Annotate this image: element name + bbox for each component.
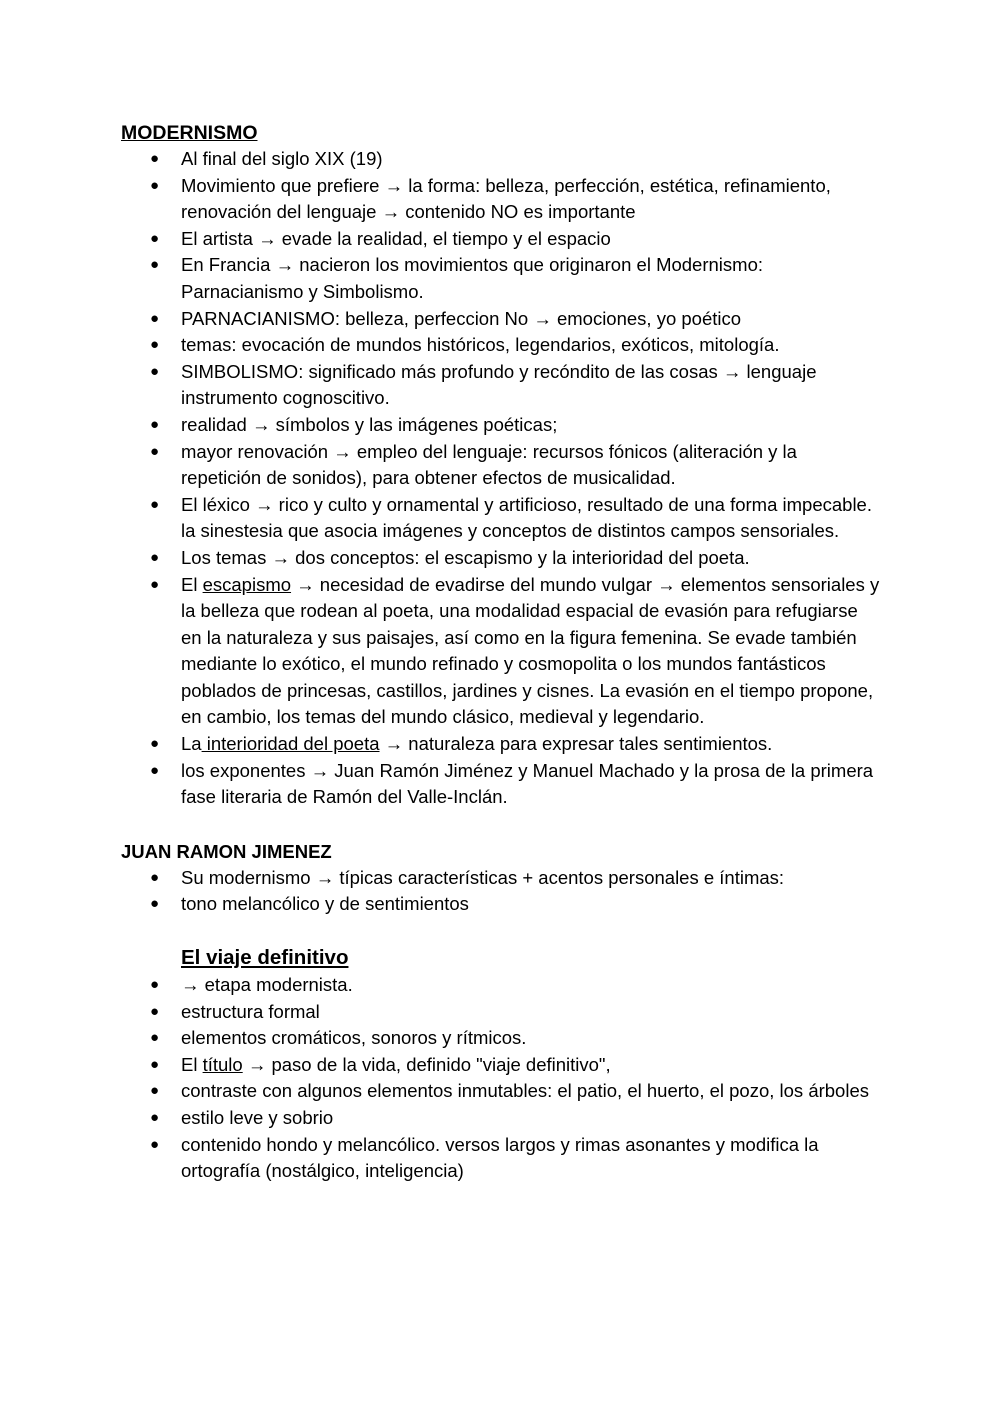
list-item: ● estructura formal bbox=[121, 999, 881, 1026]
bullet-icon: ● bbox=[150, 495, 160, 513]
list-item: ● estilo leve y sobrio bbox=[121, 1105, 881, 1132]
bullet-icon: ● bbox=[150, 575, 160, 593]
bullet-icon: ● bbox=[150, 442, 160, 460]
bullet-icon: ● bbox=[150, 1002, 160, 1020]
list-item: ● → etapa modernista. bbox=[121, 972, 881, 999]
list-item: ● Movimiento que prefiere → la forma: belleza, perfección, estética, refinamiento, renovación del lenguaje → contenido NO es importante bbox=[150, 174, 831, 223]
list-item: ● Los temas → dos conceptos: el escapismo y la interioridad del poeta. bbox=[121, 545, 881, 572]
list-item: ● tono melancólico y de sentimientos bbox=[121, 891, 881, 918]
bullet-icon: ● bbox=[150, 1082, 160, 1100]
list-item: ● El artista → evade la realidad, el tiempo y el espacio bbox=[121, 226, 881, 253]
bullet-icon: ● bbox=[150, 309, 160, 327]
bullet-icon: ● bbox=[150, 176, 160, 194]
bullet-icon: ● bbox=[150, 150, 160, 167]
bullet-icon: ● bbox=[150, 256, 160, 274]
list-item: ● temas: evocación de mundos históricos, legendarios, exóticos, mitología. bbox=[121, 332, 881, 359]
list-item: ● contraste con algunos elementos inmutables: el patio, el huerto, el pozo, los árboles bbox=[121, 1078, 881, 1105]
bullet-icon: ● bbox=[150, 1029, 160, 1047]
bullet-icon: ● bbox=[150, 548, 160, 566]
list-item: ● PARNACIANISMO: belleza, perfeccion No → emociones, yo poético bbox=[121, 306, 881, 333]
list-item: ● los exponentes → Juan Ramón Jiménez y Manuel Machado y la prosa de la primera fase literaria de Ramón del Valle-Inclán. bbox=[150, 759, 874, 808]
bullet-icon: ● bbox=[150, 761, 160, 779]
escapismo-link[interactable]: escapismo bbox=[202, 573, 292, 595]
list-item: ● El léxico → rico y culto y ornamental y artificioso, resultado de una forma impecable. la sinestesia que asocia imágenes y conceptos de distintos campos sensoriales. bbox=[150, 493, 872, 542]
bullet-icon: ● bbox=[150, 1109, 160, 1126]
bullet-icon: ● bbox=[150, 735, 160, 753]
interioridad-link[interactable]: interioridad del poeta bbox=[201, 733, 380, 755]
bullet-icon: ● bbox=[150, 895, 160, 913]
list-item: ● mayor renovación → empleo del lenguaje: recursos fónicos (aliteración y la repetición de sonidos), para obtener efectos de musicalidad. bbox=[150, 440, 797, 489]
list-item-interioridad: ● La interioridad del poeta → naturaleza para expresar tales sentimientos. bbox=[121, 731, 881, 758]
viaje-list bbox=[121, 972, 881, 1185]
list-item: ● SIMBOLISMO: significado más profundo y recóndito de las cosas → lenguaje instrumento cognoscitivo. bbox=[150, 360, 817, 409]
list-item: ● Su modernismo → típicas características + acentos personales e íntimas: bbox=[121, 865, 881, 892]
jrj-list bbox=[121, 865, 881, 918]
bullet-icon: ● bbox=[150, 415, 160, 433]
bullet-icon: ● bbox=[150, 976, 160, 994]
list-item-titulo: ● El título → paso de la vida, definido "viaje definitivo", bbox=[121, 1052, 881, 1079]
section-title-viaje: El viaje definitivo bbox=[181, 946, 349, 970]
bullet-icon: ● bbox=[150, 362, 160, 380]
list-item-escapismo: ● El escapismo → necesidad de evadirse del mundo vulgar → elementos sensoriales y la belleza que rodean al poeta, una modalidad espacial de evasión para refugiarse en la naturaleza y sus paisajes, así como en la figura femenina. Se evade también mediante lo exótico, el mundo refinado y cosmopolita o los mundos fantásticos poblados de princesas, castillos, jardines y cisnes. La evasión en el tiempo propone, en cambio, los temas del mundo clásico, medieval y legendario. bbox=[150, 573, 880, 728]
list-item: ● contenido hondo y melancólico. versos largos y rimas asonantes y modifica la ortografía (nostálgico, inteligencia) bbox=[150, 1133, 819, 1182]
bullet-icon: ● bbox=[150, 336, 160, 354]
bullet-icon: ● bbox=[150, 229, 160, 247]
bullet-icon: ● bbox=[150, 868, 160, 886]
bullet-icon: ● bbox=[150, 1055, 160, 1073]
list-item: ● Al final del siglo XIX (19) bbox=[121, 146, 881, 173]
section-title-jrj: JUAN RAMON JIMENEZ bbox=[121, 840, 332, 862]
titulo-link[interactable]: título bbox=[202, 1053, 243, 1075]
list-item: ● elementos cromáticos, sonoros y rítmicos. bbox=[121, 1025, 881, 1052]
modernismo-list bbox=[121, 146, 881, 811]
bullet-icon: ● bbox=[150, 1135, 160, 1153]
list-item: ● En Francia → nacieron los movimientos que originaron el Modernismo: Parnacianismo y Simbolismo. bbox=[150, 254, 763, 302]
section-title-modernismo: MODERNISMO bbox=[121, 122, 258, 144]
document-content bbox=[121, 120, 881, 1185]
list-item: ● realidad → símbolos y las imágenes poéticas; bbox=[121, 412, 881, 439]
